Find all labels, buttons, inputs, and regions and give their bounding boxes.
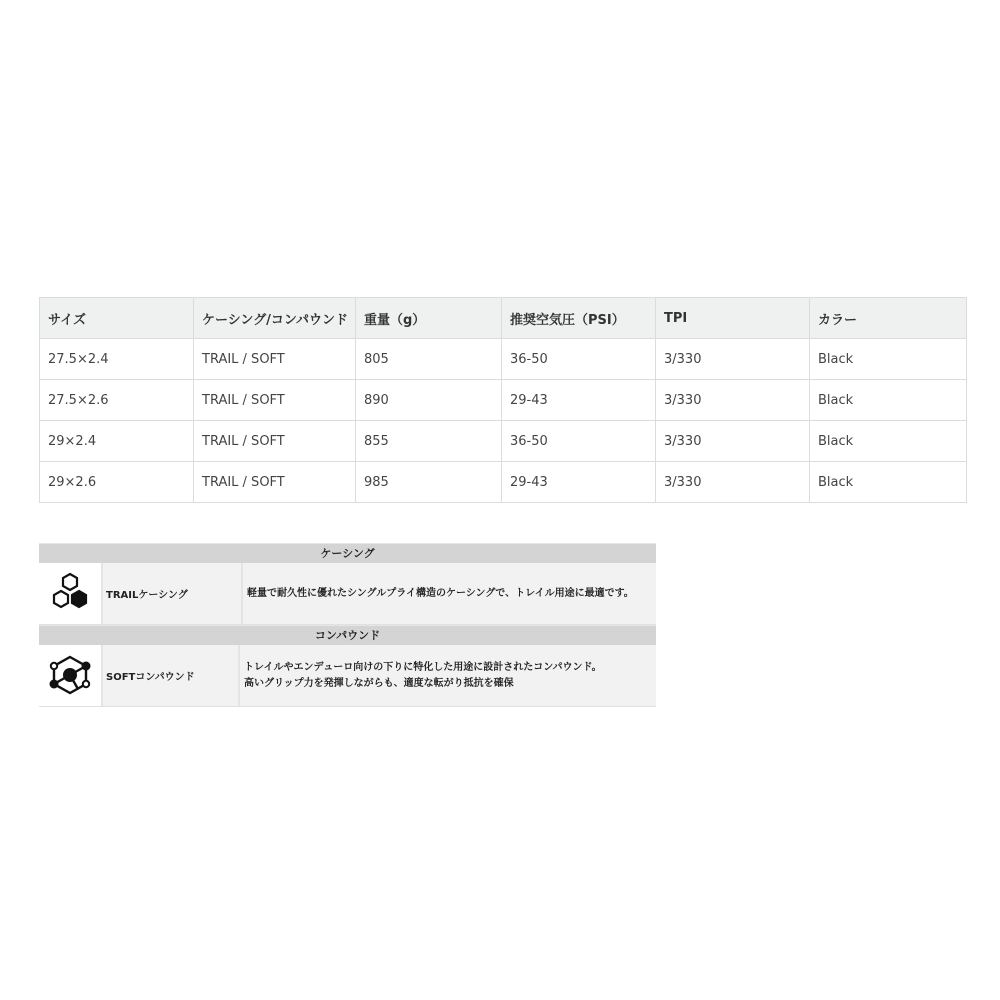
compound-feature-row [39,645,656,707]
cell-color: Black [810,380,967,421]
cell-tpi: 3/330 [656,421,810,462]
header-size: サイズ [40,298,194,339]
cell-size: 27.5×2.6 [40,380,194,421]
table-row [40,421,967,462]
header-color: カラー [810,298,967,339]
header-weight: 重量（g） [356,298,502,339]
cell-casing-compound: TRAIL / SOFT [194,380,356,421]
cell-size: 27.5×2.4 [40,339,194,380]
cell-tpi: 3/330 [656,462,810,503]
cell-casing-compound: TRAIL / SOFT [194,339,356,380]
table-row [40,462,967,503]
compound-name: SOFTコンパウンド [103,645,240,706]
cell-pressure: 36-50 [502,339,656,380]
compound-description-line2: 高いグリップ力を発揮しながらも、適度な転がり抵抗を確保 [244,677,514,689]
cell-pressure: 29-43 [502,462,656,503]
cell-pressure: 29-43 [502,380,656,421]
compound-section-header: コンパウンド [39,625,656,645]
cell-weight: 985 [356,462,502,503]
compound-description-block [240,645,656,706]
table-row [40,380,967,421]
casing-description-block [243,563,656,624]
cell-casing-compound: TRAIL / SOFT [194,421,356,462]
cell-color: Black [810,462,967,503]
casing-feature-row [39,563,656,625]
header-casing-compound: ケーシング/コンパウンド [194,298,356,339]
cell-color: Black [810,421,967,462]
spec-table [39,297,967,503]
header-tpi: TPI [656,298,810,339]
cell-tpi: 3/330 [656,339,810,380]
casing-section-header: ケーシング [39,543,656,563]
cell-size: 29×2.6 [40,462,194,503]
casing-name: TRAILケーシング [103,563,243,624]
hexagon-cluster-icon [39,563,103,624]
casing-description: 軽量で耐久性に優れたシングルプライ構造のケーシングで、トレイル用途に最適です。 [247,587,634,599]
table-row [40,339,967,380]
molecule-icon [39,645,103,706]
cell-pressure: 36-50 [502,421,656,462]
cell-weight: 890 [356,380,502,421]
cell-weight: 855 [356,421,502,462]
cell-tpi: 3/330 [656,380,810,421]
cell-color: Black [810,339,967,380]
table-header-row [40,298,967,339]
features-panel [39,543,656,707]
cell-casing-compound: TRAIL / SOFT [194,462,356,503]
cell-weight: 805 [356,339,502,380]
cell-size: 29×2.4 [40,421,194,462]
compound-description-line1: トレイルやエンデューロ向けの下りに特化した用途に設計されたコンパウンド。 [244,661,602,673]
header-pressure: 推奨空気圧（PSI） [502,298,656,339]
